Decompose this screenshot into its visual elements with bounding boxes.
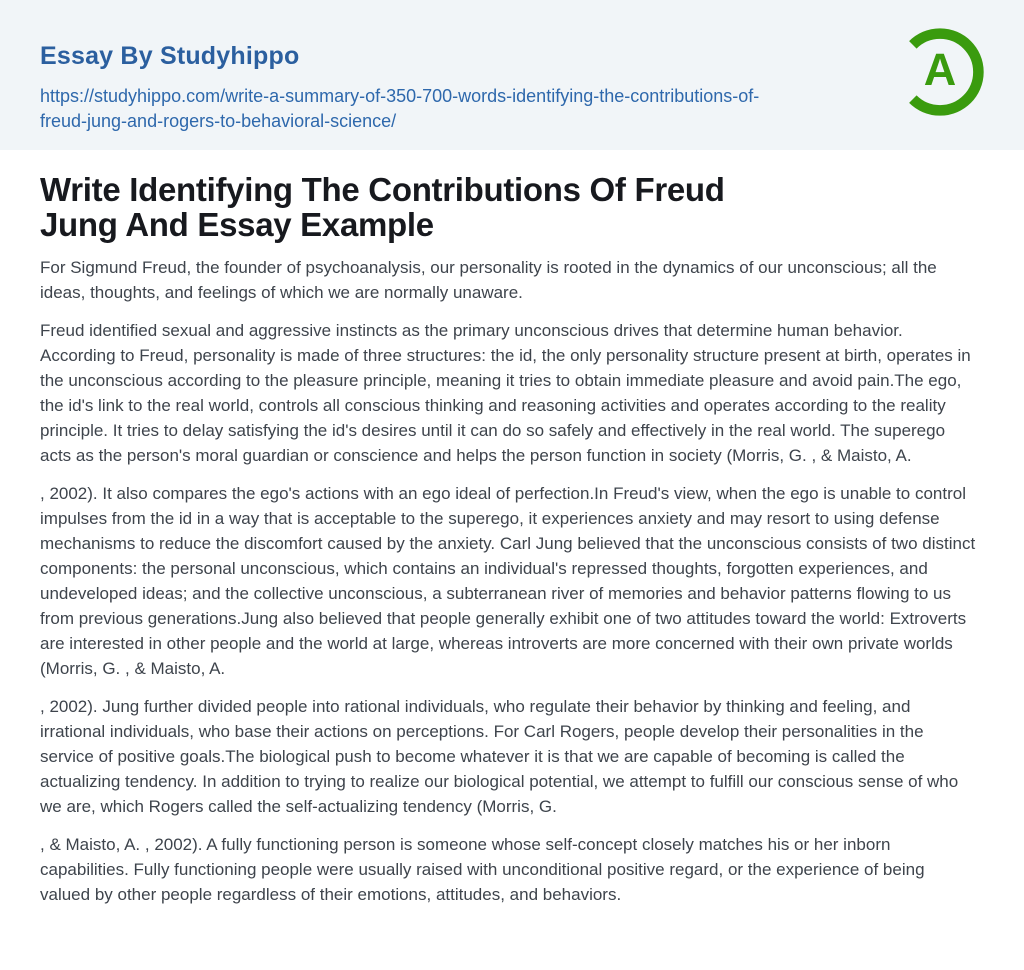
studyhippo-logo — [892, 24, 988, 120]
essay-paragraph-5: , & Maisto, A. , 2002). A fully functioning person is someone whose self-concept closely matches his or her inborn capabilities. Fully functioning people were usually raised with unconditional positive regard, or the experience of being valued by other people regardless of their emotions, attitudes, and behaviors. — [40, 835, 925, 904]
logo-letter: A — [923, 44, 957, 95]
essay-paragraph-4: , 2002). Jung further divided people into rational individuals, who regulate their behavior by thinking and feeling, and irrational individuals, who base their actions on perceptions. For Carl Rogers, people develop their personalities in the service of positive goals.The biological push to become whatever it is that we are capable of becoming is called the actualizing tendency. In addition to trying to realize our biological potential, we attempt to fulfill our conscious sense of who we are, which Rogers called the self-actualizing tendency (Morris, G. — [40, 697, 959, 816]
essay-paragraph-1: For Sigmund Freud, the founder of psychoanalysis, our personality is rooted in the dynamics of our unconscious; all the ideas, thoughts, and feelings of which we are normally unaware. — [40, 258, 937, 302]
site-title: Essay By Studyhippo — [40, 42, 300, 70]
page-url-line1: https://studyhippo.com/write-a-summary-of-350-700-words-identifying-the-contributions-of- — [40, 86, 760, 106]
page-url-link[interactable] — [40, 84, 884, 134]
essay-paragraph-3: , 2002). It also compares the ego's actions with an ego ideal of perfection.In Freud's view, when the ego is unable to control impulses from the id in a way that is acceptable to the superego, it experiences anxiety and may resort to using defense mechanisms to reduce the discomfort caused by the anxiety. Carl Jung believed that the unconscious consists of two distinct components: the personal unconscious, which contains an individual's repressed thoughts, forgotten experiences, and undeveloped ideas; and the collective unconscious, a subterranean river of memories and behavior patterns flowing to us from previous generations.Jung also believed that people generally exhibit one of two attitudes toward the world: Extroverts are interested in other people and the world at large, whereas introverts are more concerned with their own private worlds (Morris, G. , & Maisto, A. — [40, 484, 976, 678]
essay-title — [40, 172, 978, 242]
page-url-line2: freud-jung-and-rogers-to-behavioral-science/ — [40, 111, 397, 131]
essay-paragraph-2: Freud identified sexual and aggressive instincts as the primary unconscious drives that determine human behavior. According to Freud, personality is made of three structures: the id, the only personality structure present at birth, operates in the unconscious according to the pleasure principle, meaning it tries to obtain immediate pleasure and avoid pain.The ego, the id's link to the real world, controls all conscious thinking and reasoning activities and operates according to the reality principle. It tries to delay satisfying the id's desires until it can do so safely and effectively in the real world. The superego acts as the person's moral guardian or conscience and helps the person function in society (Morris, G. , & Maisto, A. — [40, 321, 971, 465]
essay-article — [0, 150, 1024, 907]
header-card — [0, 0, 1024, 150]
essay-title-line2: Jung And Essay Example — [40, 206, 434, 243]
essay-title-line1: Write Identifying The Contributions Of Freud — [40, 171, 725, 208]
